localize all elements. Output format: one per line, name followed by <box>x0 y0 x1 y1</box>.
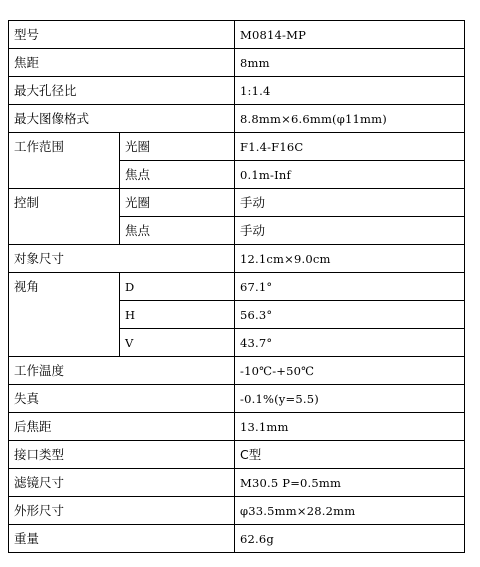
control-focus-label: 焦点 <box>120 217 235 245</box>
table-row <box>9 385 465 413</box>
table-row <box>9 49 465 77</box>
field-of-view-v-label: V <box>120 329 235 357</box>
table-row <box>9 469 465 497</box>
object-size-value: 12.1cm×9.0cm <box>235 245 465 273</box>
control-label: 控制 <box>9 189 120 245</box>
control-iris-label: 光圈 <box>120 189 235 217</box>
weight-value: 62.6g <box>235 525 465 553</box>
field-of-view-d-label: D <box>120 273 235 301</box>
object-size-label: 对象尺寸 <box>9 245 235 273</box>
table-row <box>9 105 465 133</box>
max-aperture-label: 最大孔径比 <box>9 77 235 105</box>
filter-size-label: 滤镜尺寸 <box>9 469 235 497</box>
table-row <box>9 21 465 49</box>
control-focus-value: 手动 <box>235 217 465 245</box>
back-focal-length-label: 后焦距 <box>9 413 235 441</box>
operating-temperature-value: -10℃-+50℃ <box>235 357 465 385</box>
field-of-view-h-label: H <box>120 301 235 329</box>
field-of-view-h-value: 56.3° <box>235 301 465 329</box>
table-row <box>9 77 465 105</box>
back-focal-length-value: 13.1mm <box>235 413 465 441</box>
max-image-format-value: 8.8mm×6.6mm(φ11mm) <box>235 105 465 133</box>
distortion-label: 失真 <box>9 385 235 413</box>
table-row <box>9 357 465 385</box>
model-label: 型号 <box>9 21 235 49</box>
field-of-view-label: 视角 <box>9 273 120 357</box>
model-value: M0814-MP <box>235 21 465 49</box>
operating-temperature-label: 工作温度 <box>9 357 235 385</box>
weight-label: 重量 <box>9 525 235 553</box>
working-range-focus-value: 0.1m-Inf <box>235 161 465 189</box>
table-row <box>9 497 465 525</box>
table-row <box>9 525 465 553</box>
control-iris-value: 手动 <box>235 189 465 217</box>
table-row <box>9 133 465 161</box>
working-range-label: 工作范围 <box>9 133 120 189</box>
distortion-value: -0.1%(y=5.5) <box>235 385 465 413</box>
working-range-iris-value: F1.4-F16C <box>235 133 465 161</box>
field-of-view-v-value: 43.7° <box>235 329 465 357</box>
table-row <box>9 273 465 301</box>
field-of-view-d-value: 67.1° <box>235 273 465 301</box>
dimensions-label: 外形尺寸 <box>9 497 235 525</box>
lens-spec-table <box>8 20 465 553</box>
table-row <box>9 413 465 441</box>
max-image-format-label: 最大图像格式 <box>9 105 235 133</box>
working-range-focus-label: 焦点 <box>120 161 235 189</box>
mount-type-label: 接口类型 <box>9 441 235 469</box>
max-aperture-value: 1:1.4 <box>235 77 465 105</box>
table-row <box>9 189 465 217</box>
table-row <box>9 441 465 469</box>
working-range-iris-label: 光圈 <box>120 133 235 161</box>
table-row <box>9 245 465 273</box>
dimensions-value: φ33.5mm×28.2mm <box>235 497 465 525</box>
focal-length-label: 焦距 <box>9 49 235 77</box>
filter-size-value: M30.5 P=0.5mm <box>235 469 465 497</box>
focal-length-value: 8mm <box>235 49 465 77</box>
mount-type-value: C型 <box>235 441 465 469</box>
